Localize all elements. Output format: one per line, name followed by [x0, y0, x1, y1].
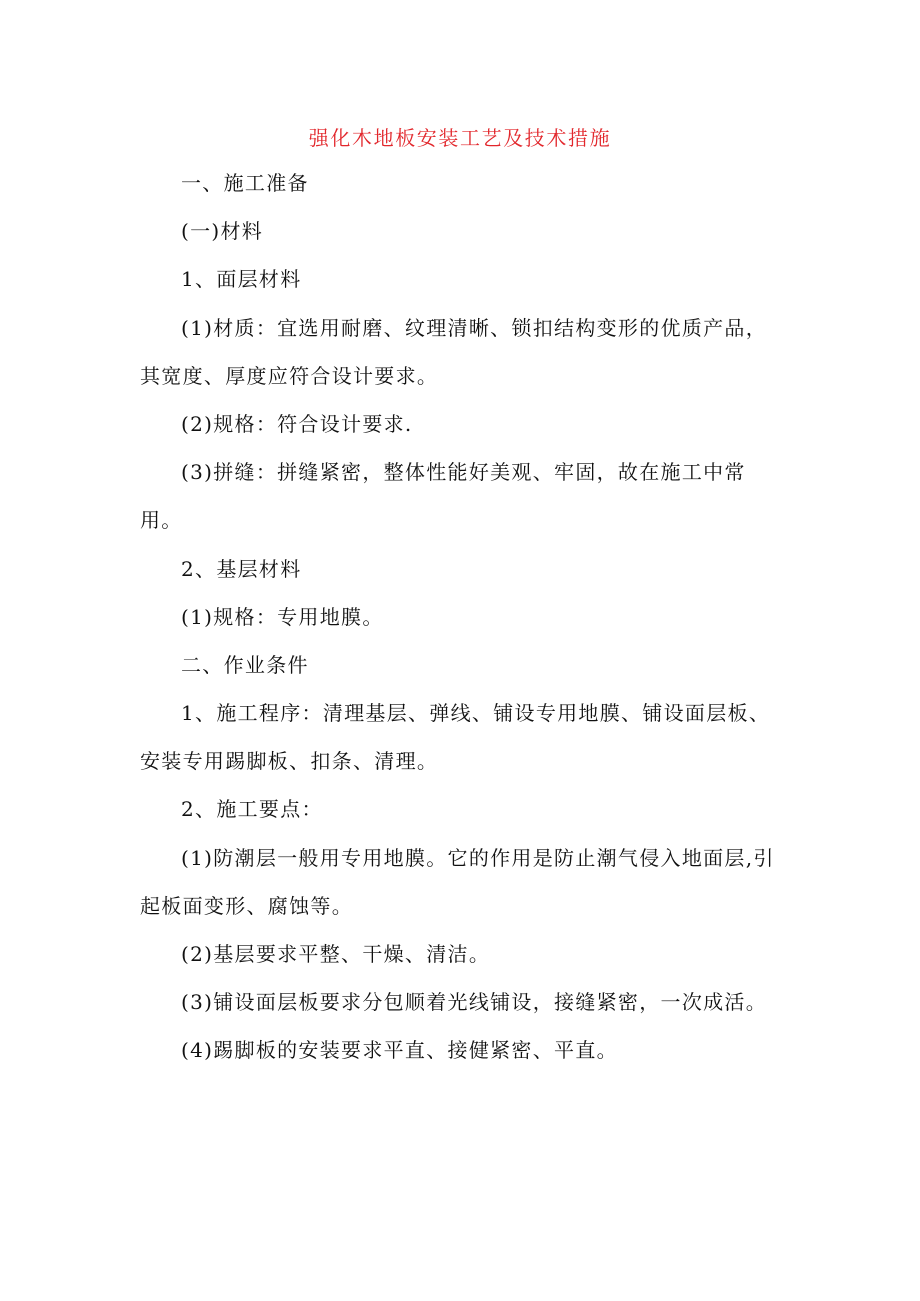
- paragraph-line: 1、面层材料: [181, 267, 302, 292]
- paragraph-moisture-barrier: [140, 834, 800, 930]
- paragraph-base-specification: [140, 593, 800, 641]
- paragraph-line: 起板面变形、腐蚀等。: [140, 893, 353, 918]
- heading-working-conditions: [140, 641, 800, 689]
- paragraph-line: 2、施工要点：: [181, 797, 323, 822]
- paragraph-line: (2)基层要求平整、干燥、清洁。: [181, 942, 491, 966]
- paragraph-skirting-installation: [140, 1026, 800, 1074]
- paragraph-line: (3)拼缝：拼缝紧密，整体性能好美观、牢固，故在施工中常: [181, 460, 746, 485]
- subheading-materials: [140, 207, 800, 255]
- heading-construction-preparation: [140, 159, 800, 207]
- paragraph-line: (1)材质：宜选用耐磨、纹理清晰、锁扣结构变形的优质产品，: [181, 315, 768, 340]
- paragraph-line: (2)规格：符合设计要求.: [181, 411, 413, 436]
- paragraph-line: 安装专用踢脚板、扣条、清理。: [140, 749, 439, 774]
- paragraph-line: (3)铺设面层板要求分包顺着光线铺设，接缝紧密，一次成活。: [181, 990, 768, 1015]
- paragraph-specification: [140, 400, 800, 448]
- paragraph-line: (一)材料: [181, 219, 264, 244]
- paragraph-line: (1)防潮层一般用专用地膜。它的作用是防止潮气侵入地面层,引: [181, 845, 775, 870]
- paragraph-line: (4)踢脚板的安装要求平直、接健紧密、平直。: [181, 1038, 618, 1063]
- paragraph-line: 二、作业条件: [181, 652, 309, 677]
- paragraph-construction-procedure: [140, 689, 800, 785]
- paragraph-line: 用。: [140, 508, 183, 533]
- paragraph-line: (1)规格：专用地膜。: [181, 604, 384, 629]
- paragraph-line: 其宽度、厚度应符合设计要求。: [140, 363, 439, 388]
- subheading-surface-materials: [140, 255, 800, 303]
- subheading-key-points: [140, 785, 800, 833]
- paragraph-material-quality: [140, 304, 800, 400]
- paragraph-base-requirements: [140, 930, 800, 978]
- document-body: [140, 159, 800, 1075]
- paragraph-laying-requirements: [140, 978, 800, 1026]
- subheading-base-materials: [140, 545, 800, 593]
- paragraph-joints: [140, 448, 800, 544]
- document-title: 强化木地板安装工艺及技术措施: [308, 126, 612, 150]
- paragraph-line: 2、基层材料: [181, 556, 302, 581]
- paragraph-line: 一、施工准备: [181, 171, 309, 195]
- paragraph-line: 1、施工程序：清理基层、弹线、铺设专用地膜、铺设面层板、: [181, 701, 771, 726]
